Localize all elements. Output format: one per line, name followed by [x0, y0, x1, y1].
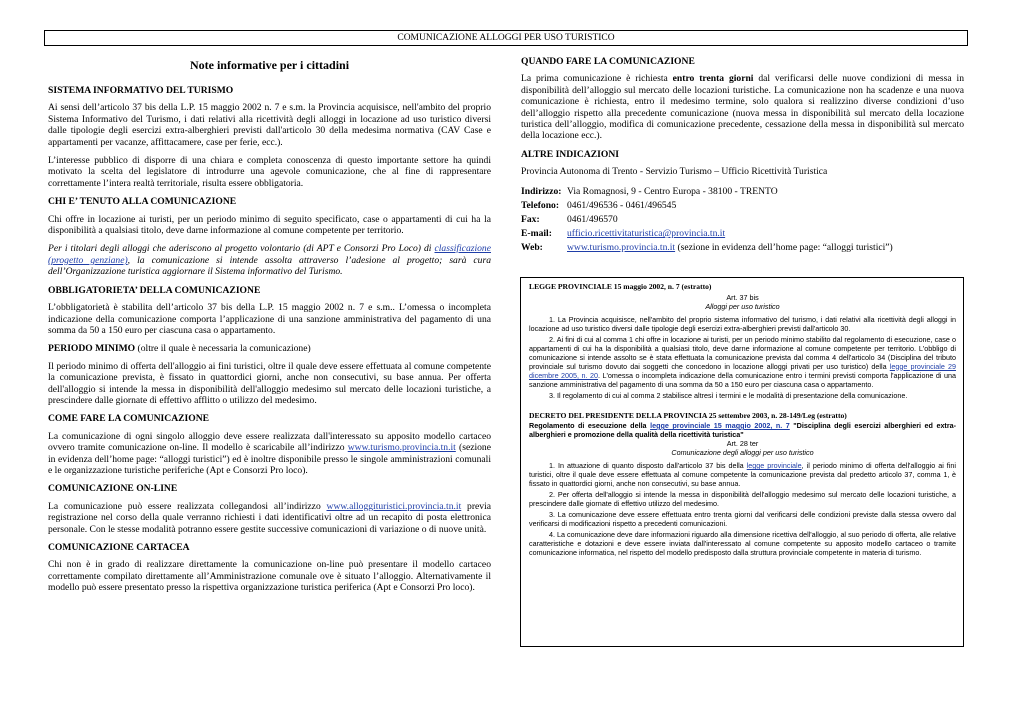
paragraph: Provincia Autonoma di Trento - Servizio Turismo – Ufficio Ricettività Turistica	[521, 166, 828, 178]
turismo-link[interactable]: www.turismo.provincia.tn.it	[347, 442, 456, 454]
law-comma: 1. La Provincia acquisisce, nell'ambito del proprio sistema informativo del turismo, i dati relativi alla ricettività degli alloggi in locazione ad uso turistico diversi dalle tipologie degli esercizi extra-alberghieri previsti dall'articolo 30.	[529, 314, 956, 333]
law-comma: 3. Il regolamento di cui al comma 2 stabilisce altresì i termini e le modalità di presentazione della comunicazione.	[549, 390, 908, 400]
section-heading-altre: ALTRE INDICAZIONI	[521, 148, 620, 160]
paragraph: La comunicazione può essere realizzata collegandosi all’indirizzo www.alloggituristici.provincia.tn.it previa registrazione nel corso della quale verranno richiesti i dati identificativi oltre ad un recapito di posta elettronica personale. Con le stesse modalità potranno essere gestite successive comunicazioni di variazione o di nuove unità.	[48, 500, 491, 535]
legge-2005-link[interactable]: legge provinciale 29 dicembre 2005, n. 20	[529, 361, 956, 380]
decree-regulation: Regolamento di esecuzione della legge provinciale 15 maggio 2002, n. 7 "Disciplina degli esercizi alberghieri ed extra-alberghieri e promozione della qualità della ricettività turistica"	[529, 421, 957, 439]
law-article-title: Alloggi per uso turistico	[705, 301, 780, 311]
legge-provinciale-link[interactable]: legge provinciale	[746, 461, 802, 470]
decree-comma: 1. In attuazione di quanto disposto dall'articolo 37 bis della legge provinciale, il periodo minimo di offerta dell'alloggio ai fini turistici, oltre il quale deve essere effettuata al comune competente la comunicazione prevista dal predetto articolo 37, comma 1, è fissato in quattordici giorni, anche non consecutivi, su base annua.	[529, 461, 956, 488]
address-label: Indirizzo:	[521, 185, 562, 197]
legge-2002-link[interactable]: legge provinciale 15 maggio 2002, n. 7	[650, 421, 790, 430]
decree-comma: 3. La comunicazione deve essere effettuata entro trenta giorni dal verificarsi delle condizioni previste dalla stessa ovvero dal verificarsi di modificazioni rispetto a precedenti comunicazioni.	[529, 510, 956, 528]
paragraph: La prima comunicazione è richiesta entro trenta giorni dal verificarsi delle nuove condizioni di messa in disponibilità dell’alloggio sul mercato delle locazioni turistiche. La comunicazione non ha scadenze e una nuova comunicazione è richiesta, entro il medesimo termine, solo qualora si realizzino diverse condizioni d’uso dell’alloggio rispetto alla precedente comunicazione (nuova messa in disponibilità sul mercato della locazione turistica dell’alloggio, modifica di comunicazione precedente, cessazione della messa in disponibilità sul mercato della locazione ecc.).	[521, 73, 964, 142]
section-heading-obbligatorieta: OBBLIGATORIETA’ DELLA COMUNICAZIONE	[48, 284, 261, 296]
paragraph: La comunicazione di ogni singolo alloggio deve essere realizzata dall'interessato su apposito modello cartaceo ovvero tramite comunicazione on-line. Il modello è scaricabile all’indirizzo www.turismo.provincia.tn.it (sezione in evidenza dell’home page: “alloggi turistici”) ed è inoltre disponibile presso le singole amministrazioni comunali e le organizzazione turistiche periferiche (Apt e Consorzi Pro loco).	[48, 430, 491, 476]
law-article: Art. 37 bis	[726, 292, 759, 302]
phone-label: Telefono:	[521, 199, 560, 211]
left-column	[48, 56, 491, 601]
fax-label: Fax:	[521, 214, 540, 226]
web-label: Web:	[521, 242, 543, 254]
paragraph: Chi offre in locazione ai turisti, per un periodo minimo di seguito specificato, case o appartamenti di cui ha la disponibilità a qualsiasi titolo, deve darne informazione al comune competente per territorio.	[48, 213, 491, 237]
decree-comma: 2. Per offerta dell'alloggio si intende la messa in disponibilità dell'alloggio medesimo sul mercato delle locazioni turistiche, a prescindere dalle giornate di effettivo utilizzo del medesimo.	[529, 490, 956, 508]
decree-article-title: Comunicazione degli alloggi per uso turistico	[671, 448, 814, 457]
document-header: COMUNICAZIONE ALLOGGI PER USO TURISTICO	[44, 30, 968, 46]
paragraph-italic: Per i titolari degli alloggi che aderiscono al progetto volontario (di APT e Consorzi Pro Loco) di classificazione (progetto genziane), la comunicazione si intende assolta attraverso l’adesione al progetto; sarà cura dell’Organizzazione turistica aggiornare il Sistema informativo del Turismo.	[48, 243, 491, 278]
section-heading-quando: QUANDO FARE LA COMUNICAZIONE	[521, 56, 695, 67]
right-column	[521, 56, 964, 256]
contact-table	[521, 185, 964, 256]
section-heading-chi: CHI E’ TENUTO ALLA COMUNICAZIONE	[48, 196, 237, 208]
decree-comma: 4. La comunicazione deve dare informazioni riguardo alla dimensione ricettiva dell'alloggio, al suo periodo di offerta, alle relative caratteristiche e dotazioni e deve essere inviata dall'interessato al comune competente su apposito modello cartaceo o tramite comunicazione informatica, nel rispetto del modello predisposto dalla struttura provinciale competente in materia di turismo.	[529, 530, 956, 557]
phone-value: 0461/496536 - 0461/496545	[567, 199, 677, 211]
paragraph: Il periodo minimo di offerta dell'alloggio ai fini turistici, oltre il quale deve essere effettuata al comune competente la comunicazione prevista, è fissato in quattordici giorni, anche non consecutivi, su base annua. Per offerta dell'alloggio si intende la messa in disponibilità dell'alloggio medesimo sul mercato delle locazioni turistiche, a prescindere dalle giornate di effettivo afflitto o utilizzo del medesimo.	[48, 360, 491, 406]
law-extract-box	[520, 277, 964, 647]
paragraph: L’interesse pubblico di disporre di una chiara e completa conoscenza di questo importante settore ha quindi motivato la scelta del legislatore di introdurre una agevole comunicazione, che al fine di rappresentare correttamente l’intera realtà territoriale, risulta essere obbligatoria.	[48, 155, 491, 189]
section-heading-periodo: PERIODO MINIMO (oltre il quale è necessaria la comunicazione)	[48, 343, 311, 355]
section-heading-sistema: SISTEMA INFORMATIVO DEL TURISMO	[48, 85, 234, 96]
law-title: LEGGE PROVINCIALE 15 maggio 2002, n. 7 (estratto)	[529, 282, 712, 291]
section-heading-online: COMUNICAZIONE ON-LINE	[48, 483, 178, 495]
web-value: www.turismo.provincia.tn.it (sezione in evidenza dell’home page: “alloggi turistici”)	[567, 242, 893, 254]
law-comma: 2. Ai fini di cui al comma 1 chi offre in locazione ai turisti, per un periodo minimo stabilito dal regolamento di esecuzione, case o appartamenti di cui ha la disponibilità a qualsiasi titolo, deve darne informazione al comune competente per territorio. L'obbligo di comunicazione si intende assolto se è stata effettuata la comunicazione prevista dal comma 4 dell'articolo 34 (Disciplina del tributo provinciale sul turismo dovuto dai soggetti che concedono in locazione alloggi privati per uso turistico) della legge provinciale 29 dicembre 2005, n. 20. L'omessa o incompleta indicazione della comunicazione entro i termini previsti comporta l'applicazione di una sanzione amministrativa del pagamento di una somma da 50 a 150 euro per ciascuna casa o appartamento.	[529, 334, 956, 389]
web-link[interactable]: www.turismo.provincia.tn.it	[567, 242, 676, 254]
paragraph: L’obbligatorietà è stabilita dell’articolo 37 bis della L.P. 15 maggio 2002 n. 7 e s.m.. L’omessa o incompleta indicazione della comunicazione comporta l’applicazione di una sanzione amministrativa del pagamento di una somma da 50 a 150 euro per ciascuna casa o appartamento.	[48, 302, 491, 336]
decree-title: DECRETO DEL PRESIDENTE DELLA PROVINCIA 25 settembre 2003, n. 28-149/Leg (estratto)	[529, 410, 847, 420]
paragraph: Ai sensi dell’articolo 37 bis della L.P. 15 maggio 2002 n. 7 e s.m. la Provincia acquisisce, nell'ambito del proprio Sistema Informativo del Turismo, i dati relativi alla ricettività degli alloggi in locazione ad uso turistico diversi dalle tipologie degli esercizi extra-alberghieri previsti dall'articolo 30 della medesima normativa (CAV Case e appartamenti per vacanze, affittacamere, case per ferie, ecc.).	[48, 102, 491, 148]
section-heading-cartacea: COMUNICAZIONE CARTACEA	[48, 542, 190, 553]
page-title: Note informative per i cittadini	[189, 58, 350, 72]
paragraph: Chi non è in grado di realizzare direttamente la comunicazione on-line può presentare il modello cartaceo correttamente compilato direttamente all’Amministrazione comunale ove è situato l’alloggio. Alternativamente il modello può essere presentato presso la rispettiva organizzazione turistica periferica (Apt e Consorzi Pro loco).	[48, 559, 491, 594]
alloggituristici-link[interactable]: www.alloggituristici.provincia.tn.it	[326, 500, 462, 512]
section-heading-come-fare: COME FARE LA COMUNICAZIONE	[48, 413, 210, 425]
email-label: E-mail:	[521, 228, 552, 240]
fax-value: 0461/496570	[567, 214, 618, 226]
classificazione-link[interactable]: classificazione (progetto genziane)	[48, 243, 491, 266]
email-link[interactable]: ufficio.ricettivitaturistica@provincia.tn.it	[567, 228, 726, 240]
decree-article: Art. 28 ter	[726, 439, 759, 448]
address-value: Via Romagnosi, 9 - Centro Europa - 38100 - TRENTO	[567, 185, 778, 197]
